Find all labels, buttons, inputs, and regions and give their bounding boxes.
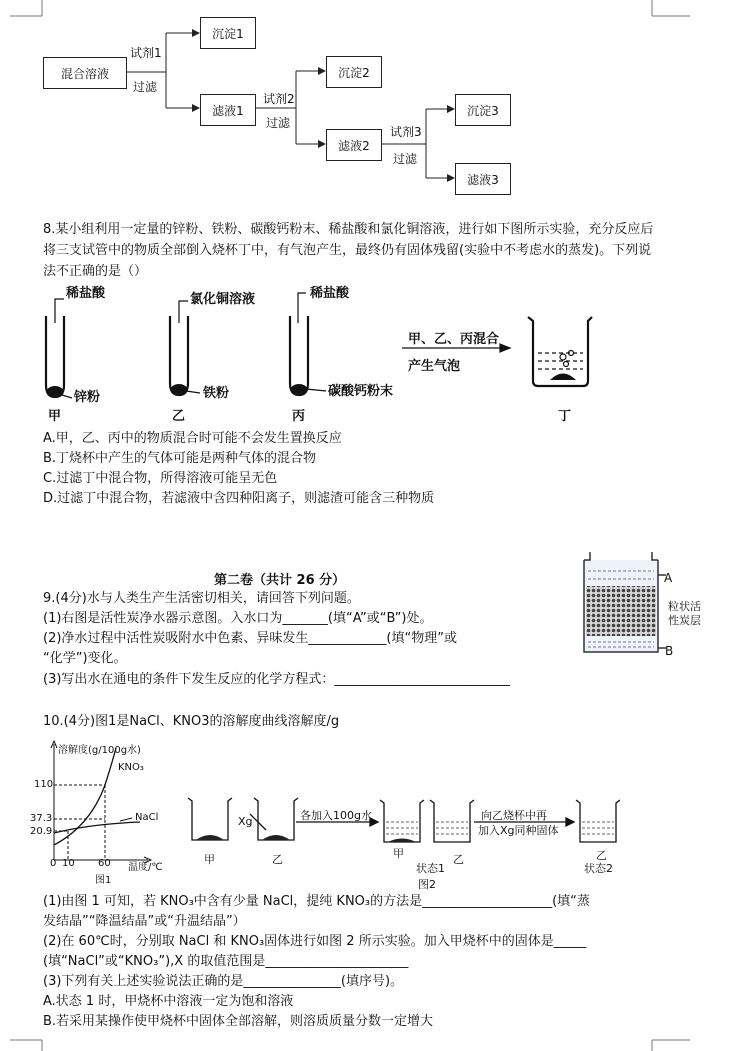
flow-precipitate3: 沉淀3 bbox=[455, 94, 511, 126]
q10-part2b: (填“NaCl”或“KNO₃”),X 的取值范围是______________________ bbox=[43, 954, 409, 969]
q9-part2a: (2)净水过程中活性炭吸附水中色素、异味发生____________(填“物理”或 bbox=[43, 631, 457, 646]
flow-reagent2: 试剂2 bbox=[263, 92, 295, 106]
chart-caption: 图1 bbox=[95, 875, 112, 886]
tube-yi-label: 乙 bbox=[172, 409, 186, 424]
flow-filtrate1: 滤液1 bbox=[200, 94, 256, 126]
separation-flowchart-lines bbox=[0, 0, 731, 200]
mix-arrow-top-label: 甲、乙、丙混合 bbox=[408, 332, 500, 347]
q10-stem: 10.(4分)图1是NaCl、KNO3的溶解度曲线溶解度/g bbox=[43, 714, 340, 729]
filter-layer-label-2: 性炭层 bbox=[668, 614, 701, 627]
q8-option-d: D.过滤丁中混合物，若滤液中含四种阳离子，则滤渣可能含三种物质 bbox=[43, 491, 435, 506]
flow-precipitate2: 沉淀2 bbox=[326, 56, 382, 88]
tube-jia-label: 甲 bbox=[48, 409, 62, 424]
filter-layer-label-1: 粒状活 bbox=[668, 600, 701, 613]
fig2-state2-label: 状态2 bbox=[584, 862, 613, 875]
flow-filter2: 过滤 bbox=[266, 116, 291, 130]
chart-xlabel: 温度/℃ bbox=[128, 862, 163, 873]
q10-part1b: 发结晶”“降温结晶”或“升温结晶”） bbox=[43, 914, 246, 929]
section-2-title: 第二卷（共计 26 分） bbox=[214, 573, 346, 588]
chart-kno3-label: KNO₃ bbox=[118, 762, 144, 773]
q8-option-c: C.过滤丁中混合物，所得溶液可能呈无色 bbox=[43, 471, 278, 486]
flow-reagent3: 试剂3 bbox=[390, 125, 422, 139]
flow-start-box: 混合溶液 bbox=[43, 57, 127, 89]
chart-xtick-0: 0 bbox=[50, 858, 57, 869]
q8-option-a: A.甲，乙、丙中的物质混合时可能不会发生置换反应 bbox=[43, 431, 342, 446]
fig2-state1-label: 状态1 bbox=[416, 862, 445, 875]
q10-part3: (3)下列有关上述实验说法正确的是_______________(填序号)。 bbox=[43, 974, 404, 989]
fig2-caption: 图2 bbox=[418, 878, 436, 891]
tube-jia-reagent: 稀盐酸 bbox=[66, 286, 106, 301]
flow-reagent1: 试剂1 bbox=[130, 46, 162, 60]
q9-part2b: “化学”)变化。 bbox=[43, 651, 127, 666]
q9-part3: (3)写出水在通电的条件下发生反应的化学方程式：___________________________ bbox=[43, 672, 510, 687]
q9-stem: 9.(4分)水与人类生产生活密切相关，请回答下列问题。 bbox=[43, 591, 360, 606]
q10-part1a: (1)由图 1 可知，若 KNO₃中含有少量 NaCl，提纯 KNO₃的方法是____________________(填“蒸 bbox=[43, 894, 590, 909]
fig2-beaker-yi: 乙 bbox=[272, 853, 283, 866]
fig2-state1-jia: 甲 bbox=[393, 847, 404, 860]
chart-nacl-label: NaCl bbox=[135, 812, 159, 823]
filter-label-b: B bbox=[665, 644, 674, 658]
flow-precipitate1: 沉淀1 bbox=[200, 17, 256, 49]
fig2-step2b: 加入Xg同种固体 bbox=[478, 824, 559, 837]
q10-option-b: B.若采用某操作使甲烧杯中固体全部溶解，则溶质质量分数一定增大 bbox=[43, 1014, 434, 1029]
q8-test-tubes-figure bbox=[0, 283, 731, 431]
tube-bing-label: 丙 bbox=[292, 409, 306, 424]
filter-label-a: A bbox=[664, 571, 673, 585]
fig2-xg-label: Xg bbox=[238, 815, 253, 828]
chart-ytick-110: 110 bbox=[34, 779, 54, 790]
chart-xtick-60: 60 bbox=[98, 858, 111, 869]
fig2-step2a: 向乙烧杯中再 bbox=[481, 809, 547, 822]
tube-yi-reagent: 氯化铜溶液 bbox=[190, 292, 256, 307]
tube-bing-reagent: 稀盐酸 bbox=[310, 286, 350, 301]
q9-part1: (1)右图是活性炭净水器示意图。入水口为_______(填“A”或“B”)处。 bbox=[43, 611, 433, 626]
fig2-state2-yi: 乙 bbox=[596, 849, 607, 862]
tube-yi-solid: 铁粉 bbox=[203, 386, 230, 401]
tube-bing-solid: 碳酸钙粉末 bbox=[328, 384, 394, 399]
chart-ytick-37: 37.3 bbox=[30, 813, 53, 824]
tube-jia-solid: 锌粉 bbox=[74, 390, 101, 405]
chart-ylabel: 溶解度(g/100g水) bbox=[58, 745, 141, 756]
flow-filter1: 过滤 bbox=[133, 80, 158, 94]
chart-xtick-10: 10 bbox=[62, 858, 75, 869]
flow-filtrate2: 滤液2 bbox=[326, 129, 382, 161]
flow-filtrate3: 滤液3 bbox=[455, 163, 511, 195]
carbon-filter-diagram bbox=[576, 548, 666, 663]
mix-arrow-bottom-label: 产生气泡 bbox=[408, 359, 461, 374]
q8-stem: 8.某小组利用一定量的锌粉、铁粉、碳酸钙粉末、稀盐酸和氯化铜溶液，进行如下图所示实验，充分反应后将三支试管中的物质全部倒入烧杯丁中，有气泡产生，最终仍有固体残留(实验中不考虑水的蒸发)。下列说法不正确的是（） bbox=[43, 222, 654, 279]
q10-part2a: (2)在 60℃时，分别取 NaCl 和 KNO₃固体进行如图 2 所示实验。加入甲烧杯中的固体是_____ bbox=[43, 934, 587, 949]
fig2-step1: 各加入100g水 bbox=[300, 809, 372, 822]
q10-option-a: A.状态 1 时，甲烧杯中溶液一定为饱和溶液 bbox=[43, 994, 294, 1009]
fig2-beaker-jia: 甲 bbox=[204, 853, 215, 866]
q8-option-b: B.丁烧杯中产生的气体可能是两种气体的混合物 bbox=[43, 451, 317, 466]
flow-filter3: 过滤 bbox=[393, 152, 418, 166]
beaker-ding-label: 丁 bbox=[558, 409, 572, 424]
chart-ytick-20: 20.9 bbox=[30, 826, 53, 837]
fig2-state1-yi: 乙 bbox=[453, 853, 464, 866]
